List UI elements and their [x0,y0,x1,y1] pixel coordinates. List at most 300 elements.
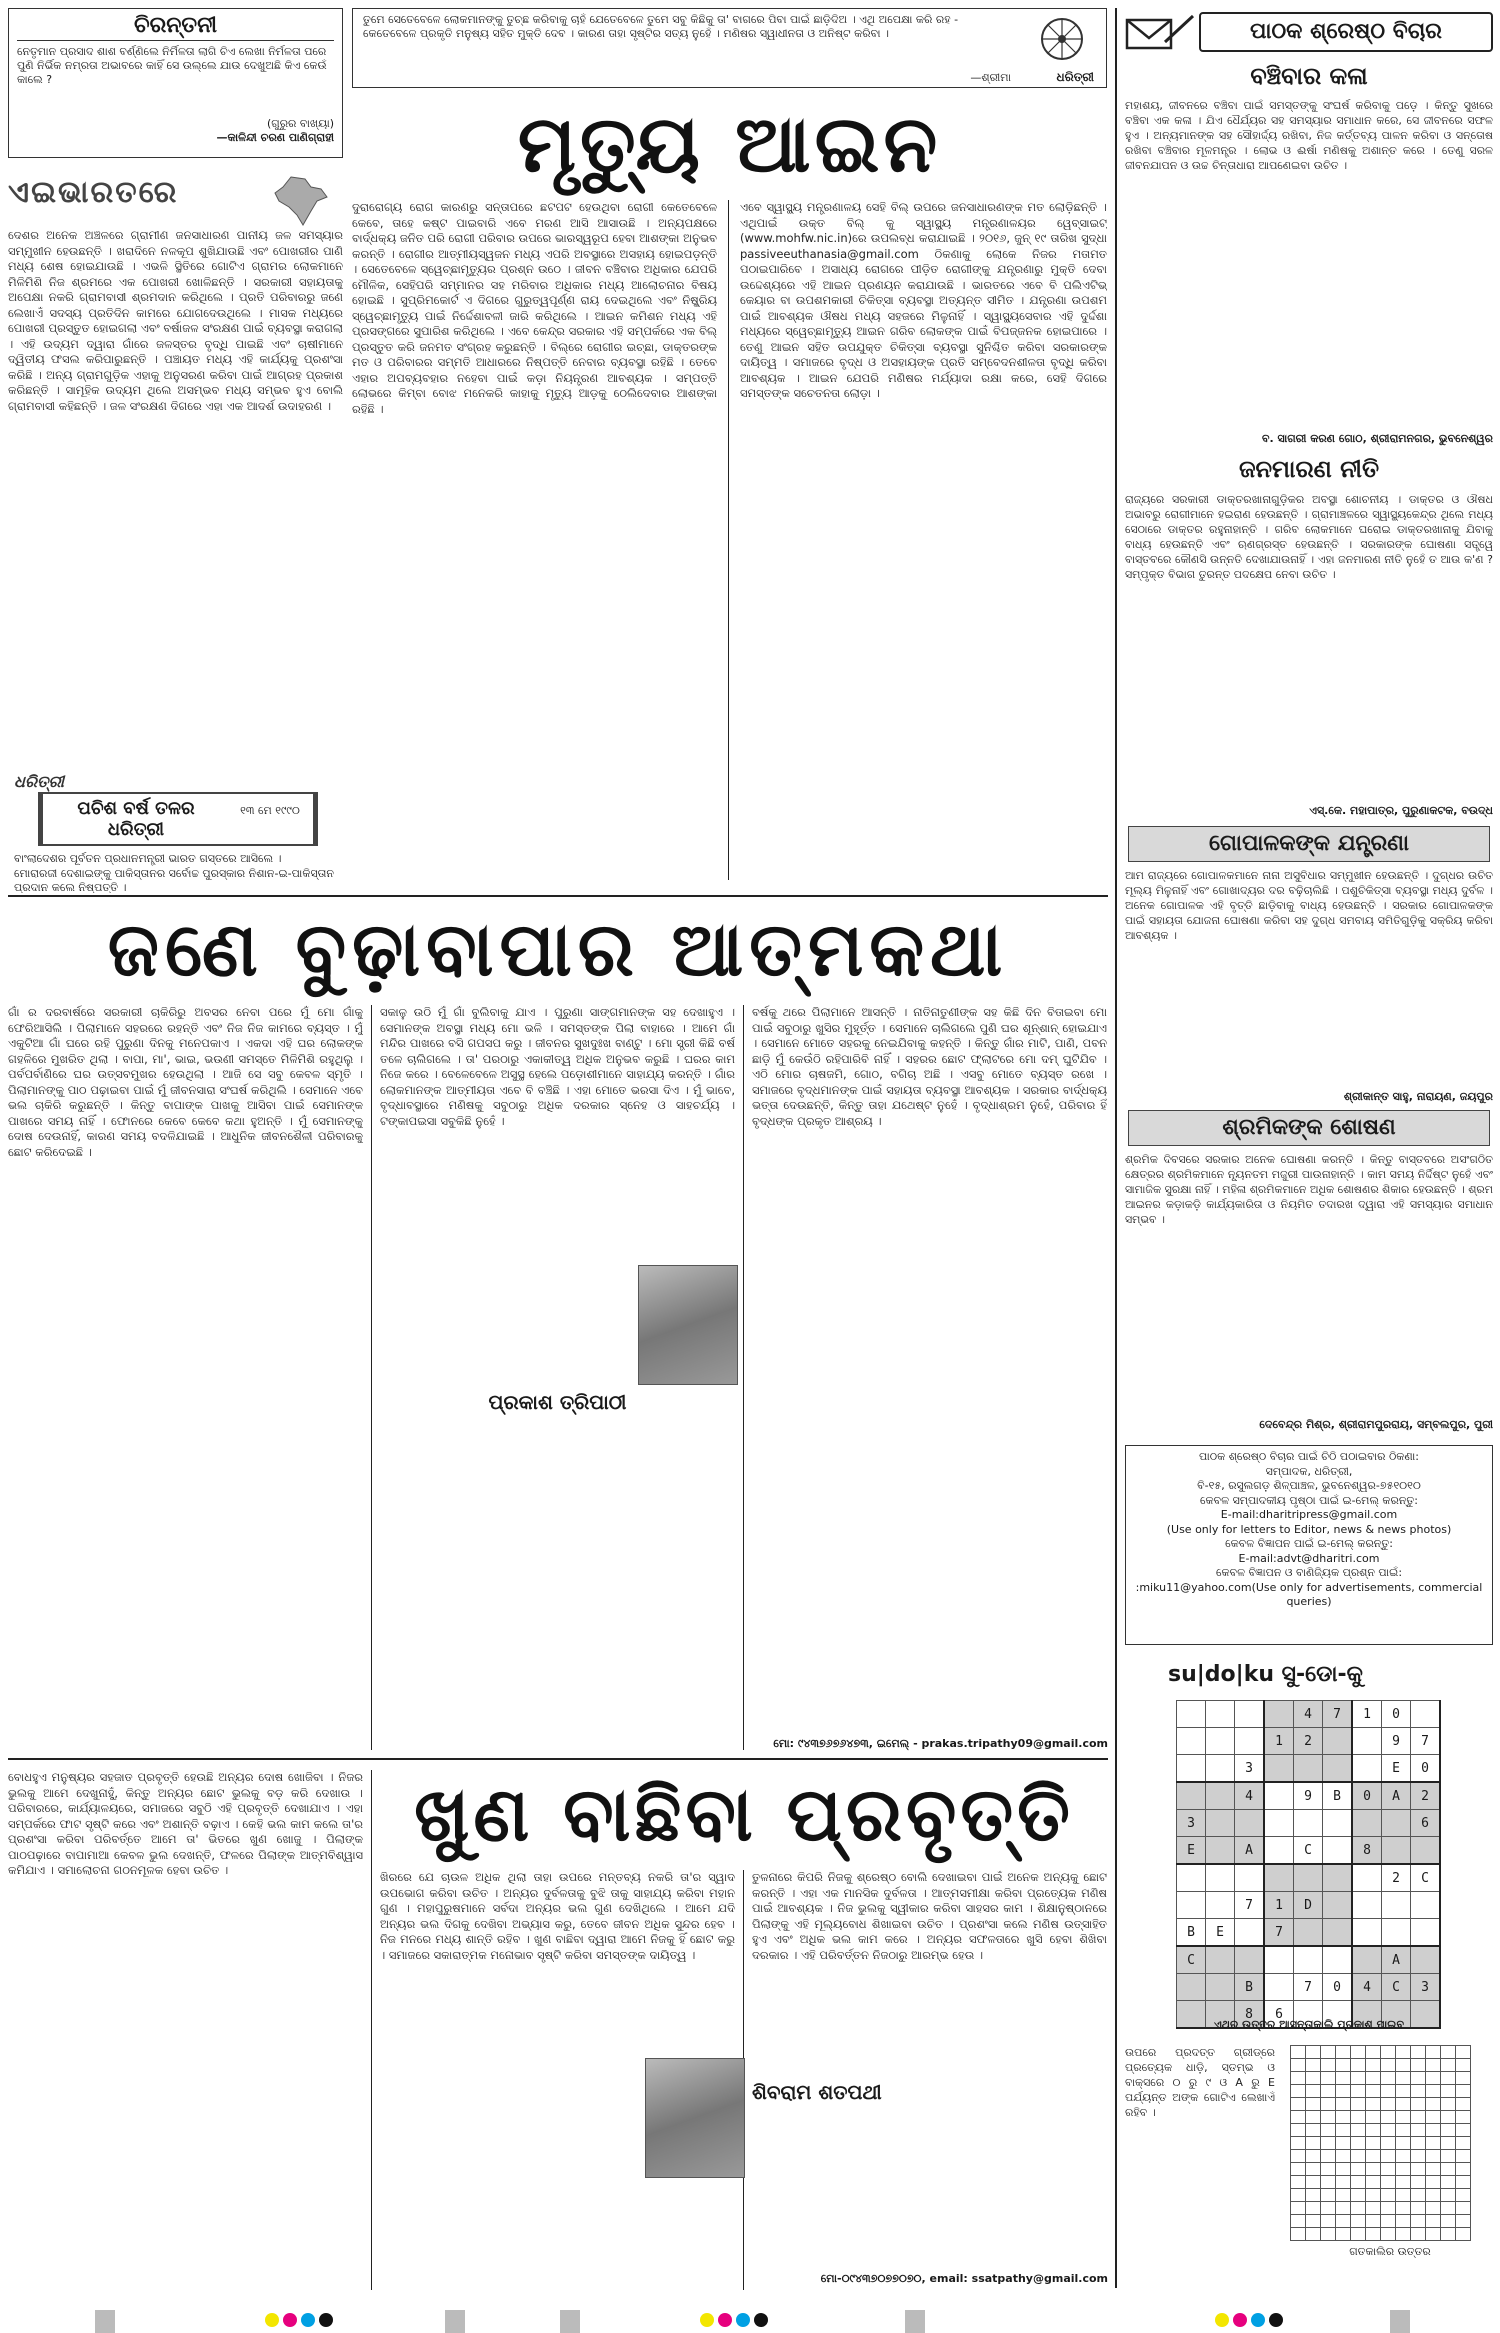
solution-row [1291,2124,1471,2137]
solution-cell [1366,2111,1381,2124]
sudoku-cell[interactable] [1235,1919,1265,1947]
sudoku-cell[interactable] [1264,1946,1294,1974]
solution-cell [1456,2072,1471,2085]
sudoku-cell[interactable]: 8 [1235,2001,1265,2029]
solution-cell [1426,2059,1441,2072]
sudoku-cell[interactable]: 0 [1352,1782,1382,1810]
solution-cell [1381,2228,1396,2241]
sudoku-cell[interactable] [1294,1946,1323,1974]
right-banner-title: ପାଠକ ଶ୍ରେଷ୍ଠ ବିଚାର [1199,12,1493,52]
sudoku-cell[interactable] [1352,1755,1382,1783]
solution-cell [1321,2176,1336,2189]
sudoku-cell[interactable]: 0 [1323,1974,1353,2001]
sudoku-cell[interactable] [1264,1755,1294,1783]
solution-row [1291,2176,1471,2189]
sudoku-cell[interactable] [1264,1701,1294,1728]
sudoku-cell[interactable] [1411,1837,1441,1865]
right-banner [1125,8,1493,54]
solution-cell [1321,2059,1336,2072]
solution-cell [1396,2085,1411,2098]
sudoku-cell[interactable] [1352,1864,1382,1892]
sudoku-cell[interactable]: 6 [1411,1810,1441,1837]
solution-cell [1441,2137,1456,2150]
sudoku-cell[interactable] [1382,1837,1411,1865]
section-divider [8,1758,1108,1760]
article3-byline: ଶିବରାମ ଶତପଥୀ [752,2080,882,2104]
solution-cell [1351,2215,1366,2228]
sudoku-cell[interactable]: 7 [1235,1892,1265,1919]
solution-cell [1291,2202,1306,2215]
solution-cell [1306,2215,1321,2228]
solution-cell [1291,2150,1306,2163]
solution-cell [1396,2046,1411,2059]
sudoku-row [1177,1864,1441,1892]
solution-cell [1456,2150,1471,2163]
sudoku-cell[interactable]: 9 [1294,1782,1323,1810]
sudoku-cell[interactable] [1323,1864,1353,1892]
sudoku-cell[interactable] [1411,1892,1441,1919]
sudoku-cell[interactable] [1206,1810,1235,1837]
solution-cell [1366,2137,1381,2150]
solution-cell [1351,2072,1366,2085]
solution-cell [1366,2124,1381,2137]
solution-cell [1366,2202,1381,2215]
solution-cell [1351,2176,1366,2189]
solution-cell [1396,2176,1411,2189]
sudoku-row [1177,1755,1441,1783]
editorial-col2: ଏବେ ସ୍ୱାସ୍ଥ୍ୟ ମନ୍ତ୍ରଣାଳୟ ସେହି ବିଲ୍‌ ଉପରେ ଜନସାଧାରଣଙ୍କ ମତ ଲୋଡ଼ିଛନ୍ତି । ଏଥିପାଇଁ ଉକ୍ତ ବିଲ୍‌ କୁ ସ୍ୱାସ୍ଥ୍ୟ ମନ୍ତ୍ରଣାଳୟର ୱେବ୍‌ସାଇଟ୍‌ (www.mohfw.nic.in)ରେ ଉପଲବ୍ଧ କରାଯାଇଛି । ୨୦୧୬, ଜୁନ୍‌ ୧୯ ତାରିଖ ସୁଦ୍ଧା passiveeuthanasia@gmail.com ଠିକଣାକୁ ଲୋକେ ନିଜର ମତାମତ ପଠାଇପାରିବେ । ଅସାଧ୍ୟ ରୋଗରେ ପୀଡ଼ିତ ରୋଗୀଙ୍କୁ ଯନ୍ତ୍ରଣାରୁ ମୁକ୍ତି ଦେବା ଉଦ୍ଦେଶ୍ୟରେ ଏହି ଆଇନ ପ୍ରଣୟନ କରାଯାଉଛି । ଭାରତରେ ଏବେ ବି ପଲିଏଟିଭ୍‌ କେୟାର ବା ଉପଶମକାରୀ ଚିକିତ୍ସା ବ୍ୟବସ୍ଥା ଅତ୍ୟନ୍ତ ସୀମିତ । ଯନ୍ତ୍ରଣା ଉପଶମ ପାଇଁ ଆବଶ୍ୟକ ଔଷଧ ମଧ୍ୟ ସହଜରେ ମିଳୁନାହିଁ । ସ୍ୱାସ୍ଥ୍ୟସେବାର ଏହି ଦୁର୍ଦ୍ଦଶା ମଧ୍ୟରେ ସ୍ୱେଚ୍ଛାମୃତ୍ୟୁ ଆଇନ ଗରିବ ଲୋକଙ୍କ ପାଇଁ ବିପଜ୍ଜନକ ହୋଇପାରେ । ତେଣୁ ଆଇନ ସହିତ ଉପଯୁକ୍ତ ଚିକିତ୍ସା ବ୍ୟବସ୍ଥା ସୁନିଶ୍ଚିତ କରିବା ସରକାରଙ୍କ ଦାୟିତ୍ୱ । ସମାଜରେ ବୃଦ୍ଧ ଓ ଅସହାୟଙ୍କ ପ୍ରତି ସମ୍ବେଦନଶୀଳତା ବୃଦ୍ଧି କରିବା ଆବଶ୍ୟକ । ଆଇନ ଯେପରି ମଣିଷର ମର୍ଯ୍ୟାଦା ରକ୍ଷା କରେ, ସେହି ଦିଗରେ ସମସ୍ତଙ୍କ ସଚେତନତା ଲୋଡ଼ା । [740,200,1107,400]
sudoku-cell[interactable] [1294,1919,1323,1947]
solution-cell [1366,2046,1381,2059]
sudoku-cell[interactable] [1323,1892,1353,1919]
solution-cell [1426,2228,1441,2241]
sudoku-cell[interactable] [1352,1810,1382,1837]
registration-dots [1215,2313,1295,2329]
sudoku-solution [1290,2045,1471,2241]
letter4-text: ଶ୍ରମିକ ଦିବସରେ ସରକାର ଅନେକ ଘୋଷଣା କରନ୍ତି । କିନ୍ତୁ ବାସ୍ତବରେ ଅସଂଗଠିତ କ୍ଷେତ୍ରର ଶ୍ରମିକମାନେ ନ୍ୟୂନତମ ମଜୁରୀ ପାଉନାହାନ୍ତି । କାମ ସମୟ ନିର୍ଦ୍ଦିଷ୍ଟ ନୁହେଁ ଏବଂ ସାମାଜିକ ସୁରକ୍ଷା ନାହିଁ । ମହିଳା ଶ୍ରମିକମାନେ ଅଧିକ ଶୋଷଣର ଶିକାର ହେଉଛନ୍ତି । ଶ୍ରମ ଆଇନର କଡ଼ାକଡ଼ି କାର୍ଯ୍ୟକାରିତା ଓ ନିୟମିତ ତଦାରଖ ଦ୍ୱାରା ଏହି ସମସ୍ୟାର ସମାଧାନ ସମ୍ଭବ । [1125,1153,1493,1226]
sudoku-cell[interactable] [1264,1782,1294,1810]
solution-cell [1351,2098,1366,2111]
solution-cell [1366,2085,1381,2098]
contact-line: ପାଠକ ଶ୍ରେଷ୍ଠ ବିଚାର ପାଇଁ ଚିଠି ପଠାଇବାର ଠିକଣା: [1199,1450,1419,1463]
solution-row [1291,2098,1471,2111]
solution-cell [1336,2150,1351,2163]
solution-cell [1381,2150,1396,2163]
solution-cell [1306,2124,1321,2137]
sudoku-cell[interactable] [1352,1892,1382,1919]
sudoku-cell[interactable] [1264,1837,1294,1865]
solution-cell [1366,2215,1381,2228]
solution-cell [1426,2189,1441,2202]
solution-cell [1381,2124,1396,2137]
solution-cell [1411,2215,1426,2228]
sudoku-cell[interactable]: D [1294,1892,1323,1919]
sudoku-row [1177,1919,1441,1947]
letter1-author: ବ. ସାଗରୀ କରଣ ଗୋଠ, ଶ୍ରୀରାମନଗର, ଭୁବନେଶ୍ୱର [1262,432,1493,445]
sudoku-cell[interactable] [1206,1892,1235,1919]
solution-cell [1381,2072,1396,2085]
sudoku-cell[interactable]: A [1382,1946,1411,1974]
sudoku-cell[interactable] [1382,1810,1411,1837]
solution-cell [1336,2163,1351,2176]
sudoku-cell[interactable]: E [1177,1837,1206,1865]
solution-cell [1321,2137,1336,2150]
sudoku-cell[interactable]: C [1177,1946,1206,1974]
solution-cell [1291,2072,1306,2085]
sudoku-cell[interactable] [1294,1810,1323,1837]
solution-cell [1351,2228,1366,2241]
solution-cell [1426,2111,1441,2124]
sudoku-cell[interactable]: 7 [1264,1919,1294,1947]
article2-col2-cont [380,1420,735,1735]
solution-cell [1366,2059,1381,2072]
article3-col3: ତୁଳନାରେ କିପରି ନିଜକୁ ଶ୍ରେଷ୍ଠ ବୋଲି ଦେଖାଇବା ପାଇଁ ଅନେକ ଅନ୍ୟକୁ ଛୋଟ କରନ୍ତି । ଏହା ଏକ ମାନସିକ ଦୁର୍ବଳତା । ଆତ୍ମସମୀକ୍ଷା କରିବା ପ୍ରତ୍ୟେକ ମଣିଷ ପାଇଁ ଆବଶ୍ୟକ । ନିଜ ଭୁଲକୁ ସ୍ୱୀକାର କରିବା ସାହସର କାମ । ଶିକ୍ଷାନୁଷ୍ଠାନରେ ପିଲାଙ୍କୁ ଏହି ମୂଲ୍ୟବୋଧ ଶିଖାଇବା ଉଚିତ । ପ୍ରଶଂସା କଲେ ମଣିଷ ଉତ୍ସାହିତ ହୁଏ ଏବଂ ଅଧିକ ଭଲ କାମ କରେ । ଅନ୍ୟର ସଫଳତାରେ ଖୁସି ହେବା ଶିଖିବା ଦରକାର । ଏହି ପରିବର୍ତ୍ତନ ନିଜଠାରୁ ଆରମ୍ଭ ହେଉ । [752,1870,1107,1962]
sudoku-cell[interactable] [1206,1728,1235,1755]
solution-cell [1381,2202,1396,2215]
sudoku-cell[interactable] [1411,1701,1441,1728]
solution-cell [1426,2215,1441,2228]
sudoku-cell[interactable] [1177,1755,1206,1783]
sudoku-cell[interactable] [1235,1946,1265,1974]
right-column-rule [1115,8,1117,2288]
solution-cell [1411,2228,1426,2241]
sudoku-cell[interactable] [1411,1919,1441,1947]
solution-cell [1381,2189,1396,2202]
rural-section-header [8,175,343,225]
sudoku-cell[interactable]: 4 [1294,1701,1323,1728]
sudoku-cell[interactable]: 6 [1264,2001,1294,2029]
left-top-poem: ନେତୃମାନ ପ୍ରସାଦ ଶାଶ ବର୍ଣ୍ଣିଲେ ନିର୍ମିଳତା ଲାଗି ଚିଏ ଲେଖା ନିର୍ମଳତା ପରେ ପୁଣି ନିର୍ଭିକ ନମ୍ରତା ଅଭାବରେ କାହିଁ ସେ ଉଲ୍ଲେ ଯାଉ ଦେଖୁଅଛି କିଏ କେଉଁ କାଲେ ? [17,45,327,86]
sudoku-cell[interactable] [1206,1864,1235,1892]
solution-cell [1321,2085,1336,2098]
solution-cell [1396,2228,1411,2241]
sudoku-cell[interactable]: A [1382,1782,1411,1810]
article2-byline: ପ୍ରକାଶ ତ୍ରିପାଠୀ [488,1390,627,1414]
sudoku-cell[interactable]: C [1411,1864,1441,1892]
solution-cell [1321,2202,1336,2215]
sudoku-cell[interactable] [1206,1837,1235,1865]
sudoku-grid-wrap [1176,1700,1441,2029]
solution-cell [1426,2137,1441,2150]
solution-cell [1336,2124,1351,2137]
sudoku-cell[interactable]: B [1323,1782,1353,1810]
dharitri-wheel-icon [1038,15,1086,63]
letter3-title: ଗୋପାଳକଙ୍କ ଯନ୍ତ୍ରଣା [1128,826,1490,862]
sudoku-cell[interactable]: 0 [1382,1701,1411,1728]
sudoku-cell[interactable]: 1 [1352,1701,1382,1728]
sudoku-cell[interactable]: 0 [1411,1755,1441,1783]
solution-cell [1306,2072,1321,2085]
solution-cell [1306,2202,1321,2215]
sudoku-cell[interactable]: 2 [1411,1782,1441,1810]
sudoku-cell[interactable] [1382,1919,1411,1947]
sudoku-cell[interactable]: 2 [1382,1864,1411,1892]
solution-cell [1306,2189,1321,2202]
solution-cell [1441,2176,1456,2189]
anniversary-item: ବାଂଲାଦେଶର ପୂର୍ବତନ ପ୍ରଧାନମନ୍ତ୍ରୀ ଭାରତ ଗସ୍ତରେ ଆସିଲେ । [14,852,282,865]
quote-logo: ଧରିତ୍ରୀ [1056,70,1094,84]
sudoku-row [1177,1782,1441,1810]
article2-contact: ମୋ: ୯୪୩୭୬୭୬୪୭୩, ଇମେଲ୍‌ - prakas.tripathy09@gmail.com [773,1737,1108,1750]
contact-line: କେବଳ ସମ୍ପାଦକୀୟ ପୃଷ୍ଠା ପାଇଁ ଇ-ମେଲ୍‌ କରନ୍ତୁ: [1200,1493,1418,1507]
solution-cell [1336,2059,1351,2072]
solution-row [1291,2202,1471,2215]
solution-cell [1441,2085,1456,2098]
sudoku-cell[interactable]: 8 [1352,1837,1382,1865]
solution-cell [1366,2163,1381,2176]
sudoku-cell[interactable]: 9 [1382,1728,1411,1755]
sudoku-cell[interactable] [1177,1974,1206,2001]
solution-cell [1441,2202,1456,2215]
solution-cell [1456,2098,1471,2111]
solution-cell [1306,2137,1321,2150]
solution-cell [1336,2111,1351,2124]
anniversary-logo: ଧରିତ୍ରୀ [14,772,64,791]
sudoku-cell[interactable] [1206,1782,1235,1810]
solution-cell [1306,2059,1321,2072]
solution-cell [1411,2072,1426,2085]
solution-cell [1336,2085,1351,2098]
sudoku-row [1177,1701,1441,1728]
sudoku-cell[interactable]: 4 [1235,1782,1265,1810]
solution-cell [1411,2137,1426,2150]
sudoku-cell[interactable] [1294,1755,1323,1783]
article3-rule-1 [371,1770,372,2290]
sudoku-cell[interactable]: B [1177,1919,1206,1947]
contact-email-commercial[interactable]: :miku11@yahoo.com(Use only for advertisements, commercial queries) [1135,1580,1483,1608]
solution-cell [1306,2085,1321,2098]
solution-cell [1291,2215,1306,2228]
sudoku-cell[interactable] [1411,1946,1441,1974]
contact-line: କେବଳ ବିଜ୍ଞାପନ ପାଇଁ ଇ-ମେଲ୍‌ କରନ୍ତୁ: [1225,1537,1393,1550]
solution-cell [1411,2059,1426,2072]
sudoku-cell[interactable]: 1 [1264,1728,1294,1755]
solution-cell [1441,2046,1456,2059]
sudoku-cell[interactable]: 7 [1411,1728,1441,1755]
solution-cell [1366,2098,1381,2111]
sudoku-cell[interactable] [1352,1919,1382,1947]
sudoku-cell[interactable]: 7 [1294,1974,1323,2001]
solution-cell [1456,2085,1471,2098]
solution-cell [1426,2202,1441,2215]
article2-headline: ଜଣେ ବୁଢ଼ାବାପାର ଆତ୍ମକଥା [107,907,1009,993]
sudoku-cell[interactable] [1323,1946,1353,1974]
sudoku-cell[interactable] [1206,1701,1235,1728]
solution-cell [1336,2228,1351,2241]
sudoku-cell[interactable] [1177,1864,1206,1892]
solution-cell [1291,2137,1306,2150]
print-mark [445,2310,465,2333]
sudoku-cell[interactable] [1177,1728,1206,1755]
letter3-author: ଶ୍ରୀକାନ୍ତ ସାହୁ, ନାରାୟଣ, ଜୟପୁର [1343,1090,1493,1103]
solution-cell [1381,2085,1396,2098]
solution-cell [1426,2098,1441,2111]
solution-cell [1291,2111,1306,2124]
sudoku-cell[interactable] [1177,1782,1206,1810]
anniversary-date: ୧୩ ମେ ୧୯୯୦ [240,804,300,817]
solution-cell [1366,2189,1381,2202]
solution-cell [1306,2046,1321,2059]
left-top-author: —କାଳିନ୍ଦୀ ଚରଣ ପାଣିଗ୍ରାହୀ [216,131,334,144]
solution-label: ଗତକାଲିର ଉତ୍ତର [1349,2245,1431,2258]
sudoku-cell[interactable]: E [1382,1755,1411,1783]
article3-contact: ମୋ-୦୯୪୩୭୦୭୭୦୭୦, email: ssatpathy@gmail.com [820,2272,1108,2285]
contact-line: ସମ୍ପାଦକ, ଧରିତ୍ରୀ, [1265,1464,1353,1478]
sudoku-cell[interactable] [1235,1810,1265,1837]
solution-cell [1336,2046,1351,2059]
sudoku-grid[interactable] [1176,1700,1441,2029]
india-map-icon [271,175,329,227]
left-top-source: (ଗୁରୁର ବାଖ୍ୟା) [266,117,334,130]
solution-row [1291,2150,1471,2163]
solution-cell [1321,2111,1336,2124]
sudoku-cell[interactable] [1206,1946,1235,1974]
contact-email-press[interactable]: E-mail:dharitripress@gmail.com [1220,1508,1398,1521]
solution-cell [1441,2150,1456,2163]
sudoku-cell[interactable]: B [1235,1974,1265,2001]
sudoku-cell[interactable]: A [1235,1837,1265,1865]
letter2-text: ରାଜ୍ୟରେ ସରକାରୀ ଡାକ୍ତରଖାନାଗୁଡ଼ିକର ଅବସ୍ଥା ଶୋଚନୀୟ । ଡାକ୍ତର ଓ ଔଷଧ ଅଭାବରୁ ରୋଗୀମାନେ ହଇରାଣ ହେଉଛନ୍ତି । ଗ୍ରାମାଞ୍ଚଳରେ ସ୍ୱାସ୍ଥ୍ୟକେନ୍ଦ୍ର ଥିଲେ ମଧ୍ୟ ସେଠାରେ ଡାକ୍ତର ରହୁନାହାନ୍ତି । ଗରିବ ଲୋକମାନେ ଘରୋଇ ଡାକ୍ତରଖାନାକୁ ଯିବାକୁ ବାଧ୍ୟ ହେଉଛନ୍ତି ଏବଂ ଋଣଗ୍ରସ୍ତ ହେଉଛନ୍ତି । ସରକାରଙ୍କ ଘୋଷଣା ସତ୍ତ୍ୱେ ବାସ୍ତବରେ କୌଣସି ଉନ୍ନତି ଦେଖାଯାଉନାହିଁ । ଏହା ଜନମାରଣ ନୀତି ନୁହେଁ ତ ଆଉ କ'ଣ ? ସମ୍ପୃକ୍ତ ବିଭାଗ ତୁରନ୍ତ ପଦକ୍ଷେପ ନେବା ଉଚିତ । [1125,493,1493,581]
solution-cell [1291,2228,1306,2241]
solution-cell [1321,2189,1336,2202]
solution-cell [1411,2046,1426,2059]
solution-cell [1411,2150,1426,2163]
sudoku-cell[interactable]: C [1382,1974,1411,2001]
solution-cell [1336,2189,1351,2202]
solution-cell [1396,2072,1411,2085]
solution-row [1291,2072,1471,2085]
sudoku-cell[interactable] [1235,1728,1265,1755]
solution-cell [1291,2059,1306,2072]
solution-row [1291,2059,1471,2072]
solution-cell [1381,2137,1396,2150]
sudoku-cell[interactable]: 7 [1323,1701,1353,1728]
solution-cell [1306,2163,1321,2176]
sudoku-cell[interactable] [1323,1837,1353,1865]
sudoku-cell[interactable]: 3 [1411,1974,1441,2001]
solution-cell [1426,2176,1441,2189]
solution-cell [1306,2098,1321,2111]
sudoku-cell[interactable] [1352,1728,1382,1755]
solution-cell [1396,2189,1411,2202]
solution-row [1291,2163,1471,2176]
sudoku-cell[interactable] [1206,1755,1235,1783]
sudoku-cell[interactable]: 1 [1264,1892,1294,1919]
sudoku-cell[interactable] [1323,1919,1353,1947]
sudoku-cell[interactable] [1177,1892,1206,1919]
sudoku-cell[interactable] [1323,1810,1353,1837]
solution-row [1291,2137,1471,2150]
solution-cell [1306,2150,1321,2163]
contact-email-advt[interactable]: E-mail:advt@dharitri.com [1238,1551,1380,1565]
sudoku-row [1177,1892,1441,1919]
sudoku-cell[interactable] [1177,1701,1206,1728]
quote-author: —ଶ୍ରୀମା [970,71,1011,84]
solution-cell [1351,2150,1366,2163]
solution-cell [1336,2176,1351,2189]
letter4-title: ଶ୍ରମିକଙ୍କ ଶୋଷଣ [1128,1110,1490,1146]
sudoku-cell[interactable]: C [1294,1837,1323,1865]
sudoku-row [1177,1946,1441,1974]
article3-col2: ଖିରରେ ଯେ ଚାଉଳ ଅଧିକ ଥିଲା ତାହା ଉପରେ ମନ୍ତବ୍ୟ ନକରି ତା'ର ସ୍ୱାଦ ଉପଭୋଗ କରିବା ଉଚିତ । ଅନ୍ୟର ଦୁର୍ବଳତାକୁ ବୁଝି ତାକୁ ସାହାଯ୍ୟ କରିବା ମହାନ ଗୁଣ । ମହାପୁରୁଷମାନେ ସର୍ବଦା ଅନ୍ୟର ଭଲ ଗୁଣ ଦେଖିଥିଲେ । ଆମେ ଯଦି ଅନ୍ୟର ଭଲ ଦିଗକୁ ଦେଖିବା ଅଭ୍ୟାସ କରୁ, ତେବେ ଜୀବନ ଅଧିକ ସୁନ୍ଦର ହେବ । ନିଜ ମନରେ ମଧ୍ୟ ଶାନ୍ତି ରହିବ । ଖୁଣ ବାଛିବା ଦ୍ୱାରା ଆମେ ନିଜକୁ ହିଁ ଛୋଟ କରୁ । ସମାଜରେ ସକାରାତ୍ମକ ମନୋଭାବ ସୃଷ୍ଟି କରିବା ସମସ୍ତଙ୍କ ଦାୟିତ୍ୱ । [380,1870,735,1962]
sudoku-cell[interactable] [1323,1755,1353,1783]
contact-box [1125,1445,1493,1645]
solution-cell [1351,2085,1366,2098]
solution-cell [1426,2124,1441,2137]
solution-cell [1291,2098,1306,2111]
solution-cell [1306,2228,1321,2241]
solution-cell [1321,2163,1336,2176]
solution-cell [1306,2111,1321,2124]
contact-line: କେବଳ ବିଜ୍ଞାପନ ଓ ବାଣିଜ୍ୟିକ ପ୍ରଶ୍ନ ପାଇଁ: [1215,1566,1403,1579]
section-divider [8,895,1108,897]
solution-cell [1396,2150,1411,2163]
solution-cell [1441,2124,1456,2137]
solution-cell [1381,2059,1396,2072]
sudoku-cell[interactable] [1294,1864,1323,1892]
solution-cell [1321,2150,1336,2163]
solution-cell [1351,2059,1366,2072]
print-mark [95,2310,115,2333]
solution-cell [1441,2215,1456,2228]
sudoku-cell[interactable] [1264,1864,1294,1892]
solution-cell [1411,2202,1426,2215]
registration-dots [265,2313,345,2329]
solution-row [1291,2046,1471,2059]
sudoku-cell[interactable]: 2 [1294,1728,1323,1755]
sudoku-cell[interactable] [1235,1701,1265,1728]
solution-cell [1321,2215,1336,2228]
solution-cell [1336,2137,1351,2150]
author-photo-prakash [638,1265,738,1385]
sudoku-cell[interactable] [1264,1810,1294,1837]
rural-section-title: ଏଇଭାରତରେ [8,175,179,210]
solution-cell [1426,2046,1441,2059]
solution-cell [1396,2163,1411,2176]
letter2-title: ଜନମାରଣ ନୀତି [1238,455,1380,483]
solution-cell [1456,2046,1471,2059]
solution-cell [1426,2072,1441,2085]
solution-cell [1411,2111,1426,2124]
solution-cell [1456,2137,1471,2150]
solution-cell [1441,2163,1456,2176]
sudoku-cell[interactable] [1352,1946,1382,1974]
article3-headline: ଖୁଣ ବାଛିବା ପ୍ରବୃତ୍ତି [414,1772,1074,1858]
sudoku-cell[interactable] [1264,1974,1294,2001]
quote-box [352,8,1107,88]
solution-cell [1291,2176,1306,2189]
sudoku-cell[interactable]: E [1206,1919,1235,1947]
solution-cell [1456,2163,1471,2176]
sudoku-cell[interactable]: 3 [1235,1755,1265,1783]
anniversary-frame [38,792,318,846]
sudoku-cell[interactable] [1235,1864,1265,1892]
solution-cell [1291,2124,1306,2137]
sudoku-note: ଏଥର ଉତ୍ତର ଆସନ୍ତାକାଲି ପ୍ରକାଶ ପାଇବ [1214,2018,1404,2031]
solution-cell [1411,2163,1426,2176]
solution-cell [1396,2124,1411,2137]
sudoku-cell[interactable] [1382,1892,1411,1919]
solution-cell [1351,2189,1366,2202]
sudoku-cell[interactable]: 3 [1177,1810,1206,1837]
sudoku-title: su|do|ku ସୁ-ଡୋ-କୁ [1168,1662,1363,1687]
sudoku-cell[interactable] [1323,1728,1353,1755]
solution-cell [1336,2098,1351,2111]
sudoku-cell[interactable] [1206,1974,1235,2001]
solution-cell [1381,2215,1396,2228]
sudoku-cell[interactable]: 4 [1352,1974,1382,2001]
solution-cell [1396,2215,1411,2228]
